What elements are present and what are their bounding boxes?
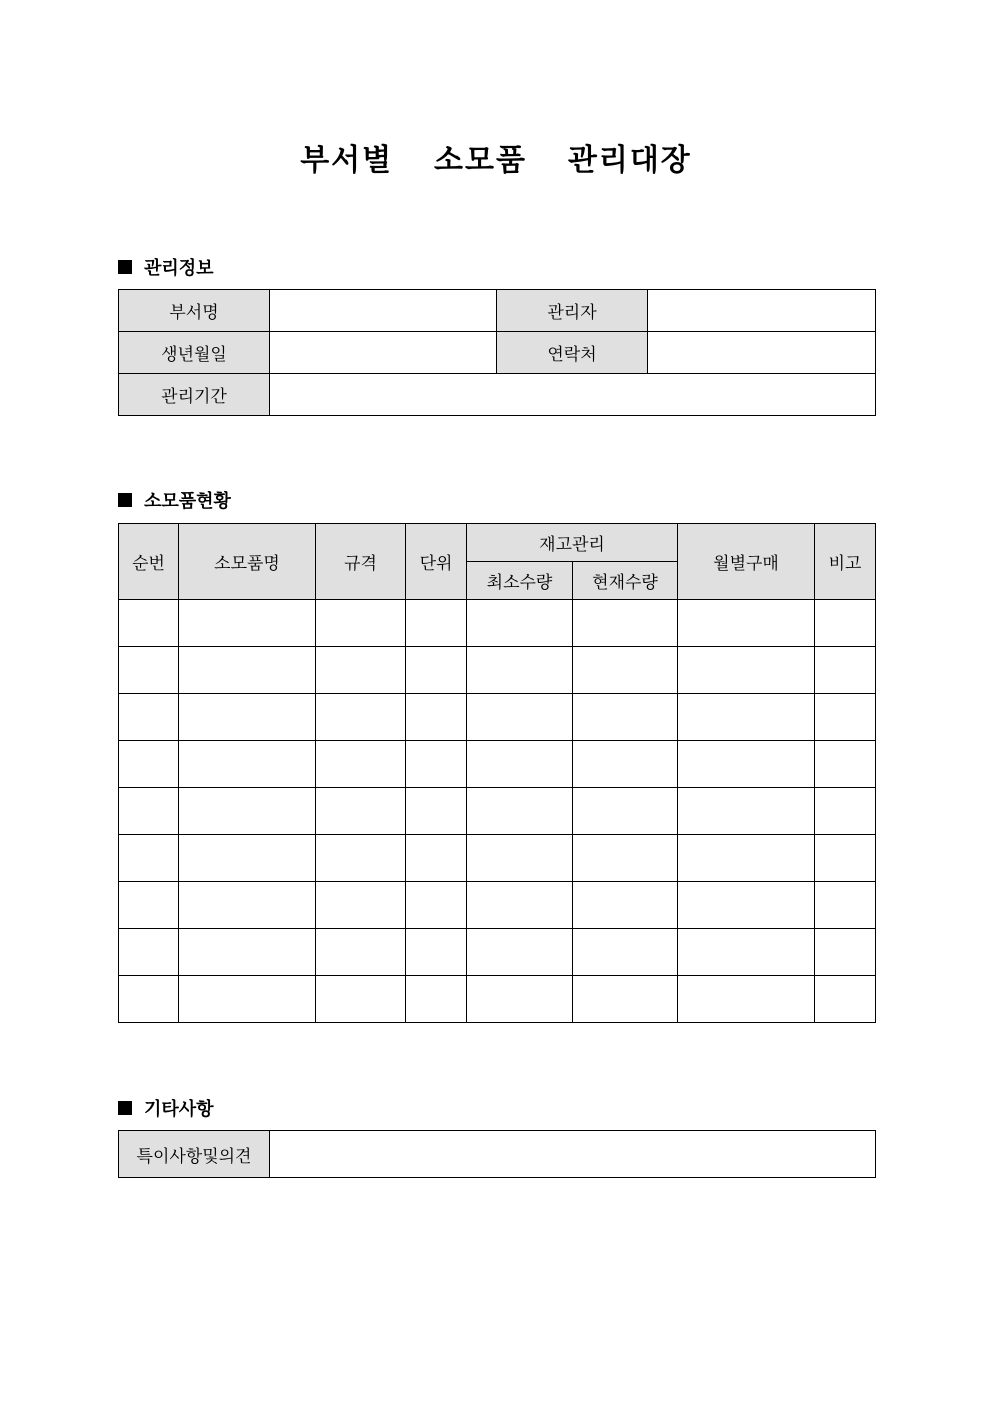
min-qty-cell[interactable] — [467, 929, 573, 976]
manager-label: 관리자 — [497, 290, 648, 332]
cur-qty-cell[interactable] — [573, 647, 678, 694]
name-cell[interactable] — [179, 694, 316, 741]
unit-cell[interactable] — [406, 694, 467, 741]
monthly-cell[interactable] — [678, 835, 815, 882]
spec-cell[interactable] — [316, 647, 406, 694]
no-cell[interactable] — [119, 694, 179, 741]
col-header-spec: 규격 — [316, 524, 406, 600]
monthly-cell[interactable] — [678, 976, 815, 1023]
spec-cell[interactable] — [316, 835, 406, 882]
note-cell[interactable] — [815, 741, 876, 788]
page-title: 부서별 소모품 관리대장 — [300, 143, 692, 178]
min-qty-cell[interactable] — [467, 741, 573, 788]
min-qty-cell[interactable] — [467, 882, 573, 929]
cur-qty-cell[interactable] — [573, 741, 678, 788]
table-row — [119, 741, 876, 788]
no-cell[interactable] — [119, 882, 179, 929]
min-qty-cell[interactable] — [467, 835, 573, 882]
department-label: 부서명 — [119, 290, 270, 332]
monthly-cell[interactable] — [678, 882, 815, 929]
spec-cell[interactable] — [316, 741, 406, 788]
section-heading-supplies-label: 소모품현황 — [144, 491, 231, 512]
min-qty-cell[interactable] — [467, 694, 573, 741]
no-cell[interactable] — [119, 741, 179, 788]
min-qty-cell[interactable] — [467, 647, 573, 694]
spec-cell[interactable] — [316, 788, 406, 835]
etc-row — [119, 1131, 876, 1178]
contact-field[interactable] — [648, 332, 876, 374]
cur-qty-cell[interactable] — [573, 694, 678, 741]
spec-cell[interactable] — [316, 976, 406, 1023]
unit-cell[interactable] — [406, 929, 467, 976]
birthdate-field[interactable] — [270, 332, 497, 374]
cur-qty-cell[interactable] — [573, 600, 678, 647]
section-heading-info-label: 관리정보 — [144, 258, 214, 279]
min-qty-cell[interactable] — [467, 788, 573, 835]
unit-cell[interactable] — [406, 741, 467, 788]
name-cell[interactable] — [179, 647, 316, 694]
note-cell[interactable] — [815, 929, 876, 976]
monthly-cell[interactable] — [678, 929, 815, 976]
monthly-cell[interactable] — [678, 788, 815, 835]
supplies-table — [118, 523, 876, 1023]
col-header-unit: 단위 — [406, 524, 467, 600]
contact-label: 연락처 — [497, 332, 648, 374]
birthdate-label: 생년월일 — [119, 332, 270, 374]
min-qty-cell[interactable] — [467, 976, 573, 1023]
period-label: 관리기간 — [119, 374, 270, 416]
col-header-no: 순번 — [119, 524, 179, 600]
section-heading-etc — [118, 1095, 214, 1121]
section-heading-info — [118, 254, 214, 280]
cur-qty-cell[interactable] — [573, 788, 678, 835]
spec-cell[interactable] — [316, 600, 406, 647]
section-heading-supplies — [118, 487, 231, 513]
col-header-min-qty: 최소수량 — [467, 562, 573, 600]
note-cell[interactable] — [815, 647, 876, 694]
name-cell[interactable] — [179, 976, 316, 1023]
no-cell[interactable] — [119, 976, 179, 1023]
no-cell[interactable] — [119, 600, 179, 647]
col-header-name: 소모품명 — [179, 524, 316, 600]
unit-cell[interactable] — [406, 788, 467, 835]
table-row — [119, 600, 876, 647]
table-row — [119, 788, 876, 835]
cur-qty-cell[interactable] — [573, 929, 678, 976]
square-bullet-icon — [118, 1101, 132, 1115]
note-cell[interactable] — [815, 788, 876, 835]
no-cell[interactable] — [119, 647, 179, 694]
col-header-stock: 재고관리 — [467, 524, 678, 562]
spec-cell[interactable] — [316, 882, 406, 929]
name-cell[interactable] — [179, 835, 316, 882]
no-cell[interactable] — [119, 835, 179, 882]
name-cell[interactable] — [179, 741, 316, 788]
cur-qty-cell[interactable] — [573, 976, 678, 1023]
square-bullet-icon — [118, 493, 132, 507]
period-field[interactable] — [270, 374, 876, 416]
spec-cell[interactable] — [316, 929, 406, 976]
unit-cell[interactable] — [406, 600, 467, 647]
header-row — [119, 524, 876, 562]
name-cell[interactable] — [179, 882, 316, 929]
col-header-monthly: 월별구매 — [678, 524, 815, 600]
col-header-note: 비고 — [815, 524, 876, 600]
spec-cell[interactable] — [316, 694, 406, 741]
unit-cell[interactable] — [406, 835, 467, 882]
name-cell[interactable] — [179, 600, 316, 647]
unit-cell[interactable] — [406, 882, 467, 929]
remarks-label: 특이사항및의견 — [119, 1131, 270, 1178]
no-cell[interactable] — [119, 929, 179, 976]
monthly-cell[interactable] — [678, 600, 815, 647]
etc-table — [118, 1130, 876, 1178]
unit-cell[interactable] — [406, 976, 467, 1023]
name-cell[interactable] — [179, 788, 316, 835]
supplies-table-body — [119, 600, 876, 1023]
col-header-cur-qty: 현재수량 — [573, 562, 678, 600]
remarks-field[interactable] — [270, 1131, 876, 1178]
square-bullet-icon — [118, 260, 132, 274]
min-qty-cell[interactable] — [467, 600, 573, 647]
monthly-cell[interactable] — [678, 694, 815, 741]
table-row — [119, 694, 876, 741]
unit-cell[interactable] — [406, 647, 467, 694]
note-cell[interactable] — [815, 882, 876, 929]
name-cell[interactable] — [179, 929, 316, 976]
section-heading-etc-label: 기타사항 — [144, 1099, 214, 1120]
note-cell[interactable] — [815, 694, 876, 741]
table-row — [119, 976, 876, 1023]
monthly-cell[interactable] — [678, 647, 815, 694]
table-row — [119, 882, 876, 929]
info-row — [119, 290, 876, 332]
table-row — [119, 929, 876, 976]
note-cell[interactable] — [815, 600, 876, 647]
table-row — [119, 835, 876, 882]
info-row — [119, 374, 876, 416]
info-row — [119, 332, 876, 374]
cur-qty-cell[interactable] — [573, 882, 678, 929]
no-cell[interactable] — [119, 788, 179, 835]
cur-qty-cell[interactable] — [573, 835, 678, 882]
manager-field[interactable] — [648, 290, 876, 332]
department-field[interactable] — [270, 290, 497, 332]
table-row — [119, 647, 876, 694]
note-cell[interactable] — [815, 976, 876, 1023]
monthly-cell[interactable] — [678, 741, 815, 788]
note-cell[interactable] — [815, 835, 876, 882]
info-table — [118, 289, 876, 416]
